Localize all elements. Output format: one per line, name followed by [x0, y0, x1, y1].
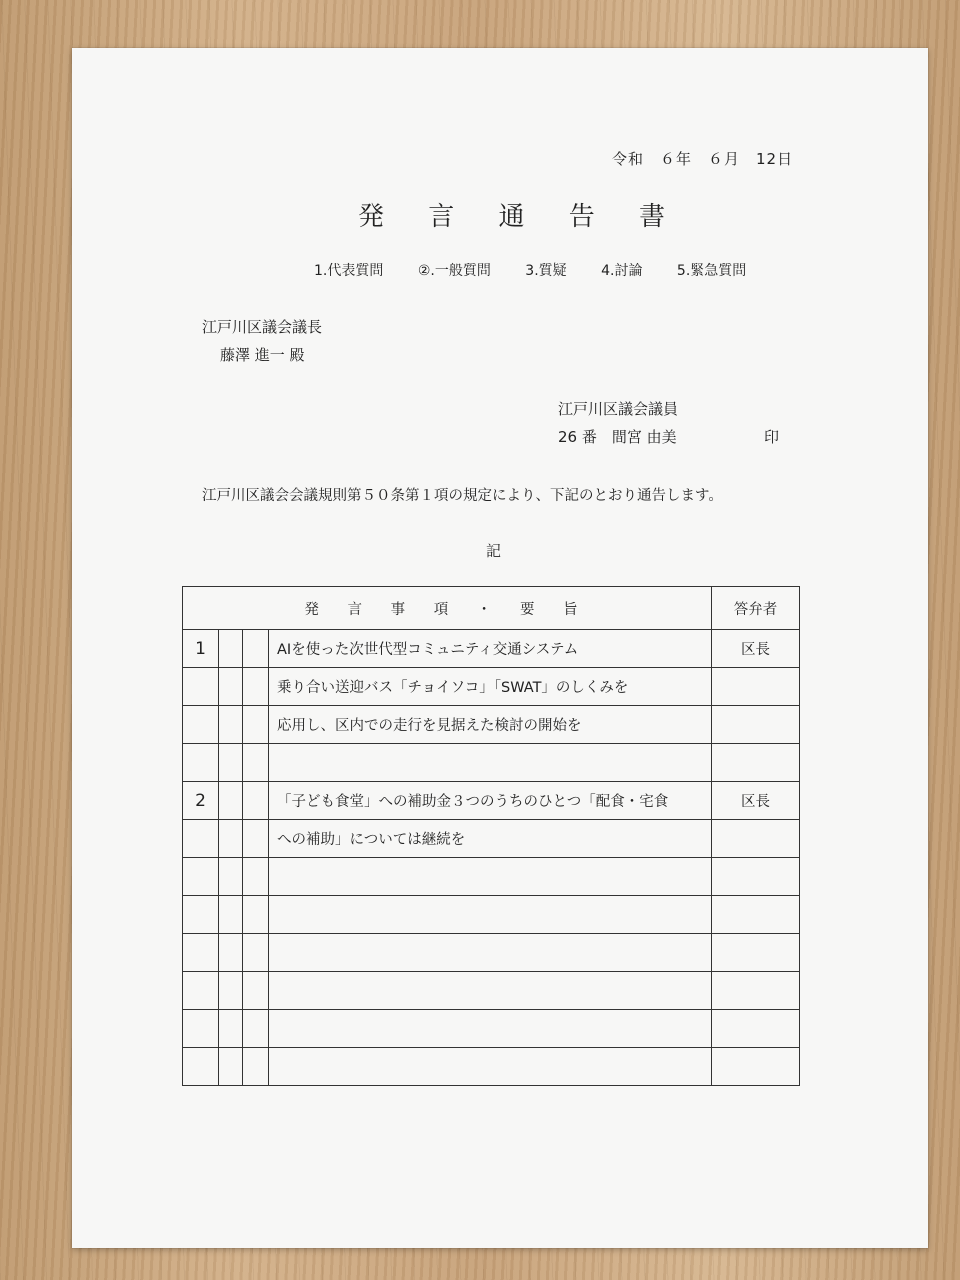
row-blank-cell — [219, 630, 243, 668]
row-blank-cell — [243, 934, 269, 972]
row-answerer — [712, 1010, 800, 1048]
table-row — [183, 896, 800, 934]
row-answerer: 区長 — [712, 782, 800, 820]
row-text — [269, 744, 712, 782]
table-row — [183, 744, 800, 782]
table-row — [183, 820, 800, 858]
row-text — [269, 934, 712, 972]
row-text — [269, 858, 712, 896]
row-blank-cell — [243, 706, 269, 744]
speech-type-2: ②.一般質問 — [417, 263, 491, 279]
speech-items-table — [182, 586, 800, 1086]
row-answerer — [712, 1048, 800, 1086]
header-answerer: 答弁者 — [712, 587, 800, 630]
row-blank-cell — [219, 858, 243, 896]
row-number — [183, 668, 219, 706]
row-blank-cell — [243, 858, 269, 896]
row-blank-cell — [243, 972, 269, 1010]
row-number — [183, 858, 219, 896]
speech-type-4: 4.討論 — [601, 263, 643, 279]
table-row — [183, 630, 800, 668]
table-row — [183, 858, 800, 896]
row-blank-cell — [243, 1010, 269, 1048]
row-blank-cell — [219, 934, 243, 972]
notice-paper — [72, 48, 928, 1248]
sender-title: 江戸川区議会議員 — [558, 400, 679, 418]
sender-name: 26 番 間宮 由美 — [558, 428, 677, 446]
row-blank-cell — [219, 782, 243, 820]
table-row — [183, 1010, 800, 1048]
addressee-title: 江戸川区議会議長 — [202, 318, 323, 336]
row-text: への補助」については継続を — [269, 820, 712, 858]
row-text — [269, 1048, 712, 1086]
row-blank-cell — [219, 706, 243, 744]
row-blank-cell — [219, 820, 243, 858]
row-answerer — [712, 858, 800, 896]
speech-type-1: 1.代表質問 — [314, 263, 384, 279]
table-header-row — [183, 587, 800, 630]
row-blank-cell — [243, 820, 269, 858]
row-text: 応用し、区内での走行を見据えた検討の開始を — [269, 706, 712, 744]
row-blank-cell — [219, 668, 243, 706]
table-row — [183, 668, 800, 706]
row-text: 乗り合い送迎バス「チョイソコ」「SWAT」のしくみを — [269, 668, 712, 706]
row-answerer — [712, 706, 800, 744]
row-blank-cell — [219, 744, 243, 782]
row-blank-cell — [219, 1048, 243, 1086]
row-answerer — [712, 744, 800, 782]
table-row — [183, 782, 800, 820]
table-row — [183, 934, 800, 972]
row-text: AIを使った次世代型コミュニティ交通システム — [269, 630, 712, 668]
row-blank-cell — [219, 1010, 243, 1048]
row-answerer: 区長 — [712, 630, 800, 668]
row-answerer — [712, 820, 800, 858]
speech-type-list — [314, 260, 746, 280]
row-blank-cell — [243, 896, 269, 934]
table-row — [183, 972, 800, 1010]
row-number — [183, 706, 219, 744]
row-text: 「子ども食堂」への補助金３つのうちのひとつ「配食・宅食 — [269, 782, 712, 820]
row-text — [269, 896, 712, 934]
row-answerer — [712, 972, 800, 1010]
row-number — [183, 972, 219, 1010]
row-number — [183, 934, 219, 972]
row-text — [269, 972, 712, 1010]
row-number — [183, 896, 219, 934]
speech-type-3: 3.質疑 — [525, 263, 567, 279]
row-number: 2 — [183, 782, 219, 820]
row-answerer — [712, 934, 800, 972]
notice-statement: 江戸川区議会会議規則第５０条第１項の規定により、下記のとおり通告します。 — [202, 488, 723, 504]
row-blank-cell — [243, 1048, 269, 1086]
row-blank-cell — [243, 744, 269, 782]
addressee-name: 藤澤 進一 殿 — [220, 346, 305, 364]
document-title: 発 言 通 告 書 — [358, 202, 684, 232]
row-blank-cell — [219, 972, 243, 1010]
row-blank-cell — [243, 630, 269, 668]
row-number — [183, 1010, 219, 1048]
row-number — [183, 1048, 219, 1086]
row-blank-cell — [243, 782, 269, 820]
row-answerer — [712, 896, 800, 934]
document-date: 令和 ６年 ６月 12日 — [612, 150, 794, 168]
speech-type-5: 5.緊急質問 — [676, 263, 747, 279]
row-blank-cell — [219, 896, 243, 934]
table-row — [183, 706, 800, 744]
table-row — [183, 1048, 800, 1086]
row-answerer — [712, 668, 800, 706]
row-number: 1 — [183, 630, 219, 668]
seal-mark: 印 — [764, 428, 780, 446]
row-blank-cell — [243, 668, 269, 706]
row-text — [269, 1010, 712, 1048]
row-number — [183, 820, 219, 858]
row-number — [183, 744, 219, 782]
ki-heading: 記 — [486, 542, 502, 560]
header-items-summary: 発 言 事 項 ・ 要 旨 — [183, 587, 712, 630]
